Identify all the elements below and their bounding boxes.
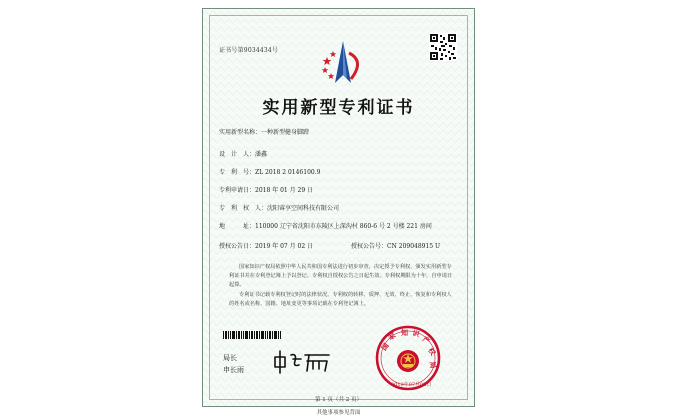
field-label: 地 址： (219, 223, 256, 230)
certificate-legal-status-paragraph: 专利证书记载专利权登记时的法律状况。专利权的转移、质押、无效、终止、恢复和专利权人的姓名或名称、国籍、地址变更等事项记载在专利登记簿上。 (229, 292, 452, 307)
director-signature (271, 349, 335, 375)
field-designer (219, 151, 267, 159)
field-value: 潘鑫 (255, 151, 268, 158)
certificate-title: 实用新型专利证书 (262, 98, 415, 118)
field-label: 专利申请日： (219, 187, 256, 194)
field-patentee (219, 205, 339, 213)
svg-text:识: 识 (411, 329, 421, 339)
seal-date: 2019年07月02日 (391, 382, 432, 388)
field-value: ZL 2018 2 0146100.9 (255, 169, 321, 176)
svg-text:家: 家 (387, 331, 398, 342)
field-utility-model-name (219, 129, 309, 137)
field-address (219, 223, 455, 231)
page-number: 第 1 页（共 2 页） (315, 397, 362, 403)
svg-text:权: 权 (426, 346, 437, 357)
field-label: 设 计 人： (219, 151, 256, 158)
field-value: 沈阳睿享空间科技有限公司 (267, 205, 340, 212)
field-label: 授权公告日： (219, 243, 256, 250)
director-title-label: 局长 (223, 354, 237, 362)
field-label: 专 利 号： (219, 169, 256, 176)
field-value: 110000 辽宁省沈阳市东陵区上深沟村 860-6 号 2 号楼 221 房间 (255, 223, 432, 230)
field-grant-number (351, 243, 440, 251)
field-value: 一种新型健身脚蹬 (261, 129, 310, 136)
field-application-date (219, 187, 313, 195)
field-grant-date (219, 243, 313, 251)
certificate-statement-paragraph: 国家知识产权局依照中华人民共和国专利法进行初步审查，决定授予专利权，颁发实用新型专利证书并在专利登记簿上予以登记。专利权自授权公告之日起生效。专利权期限为十年，自申请日起算。 (229, 264, 453, 288)
field-patent-number (219, 169, 320, 177)
svg-text:局: 局 (428, 360, 438, 370)
patent-certificate (202, 8, 475, 407)
field-label: 实用新型名称： (219, 129, 262, 136)
field-label: 授权公告号： (351, 243, 388, 250)
director-name-label: 申长雨 (223, 366, 244, 374)
field-value: 2018 年 01 月 29 日 (255, 187, 314, 194)
field-label: 专 利 权 人： (219, 205, 268, 212)
svg-text:知: 知 (401, 329, 408, 337)
field-value: 2019 年 07 月 02 日 (255, 243, 314, 250)
patent-office-emblem-icon (321, 39, 367, 89)
qr-code-icon (429, 33, 457, 61)
svg-text:国: 国 (380, 341, 391, 353)
svg-text:产: 产 (420, 335, 432, 346)
barcode-icon (223, 331, 281, 339)
certificate-number: 证书号第9034434号 (219, 47, 279, 54)
other-matters-note: 其他事项参见背面 (316, 410, 361, 416)
field-value: CN 209048915 U (387, 243, 441, 250)
